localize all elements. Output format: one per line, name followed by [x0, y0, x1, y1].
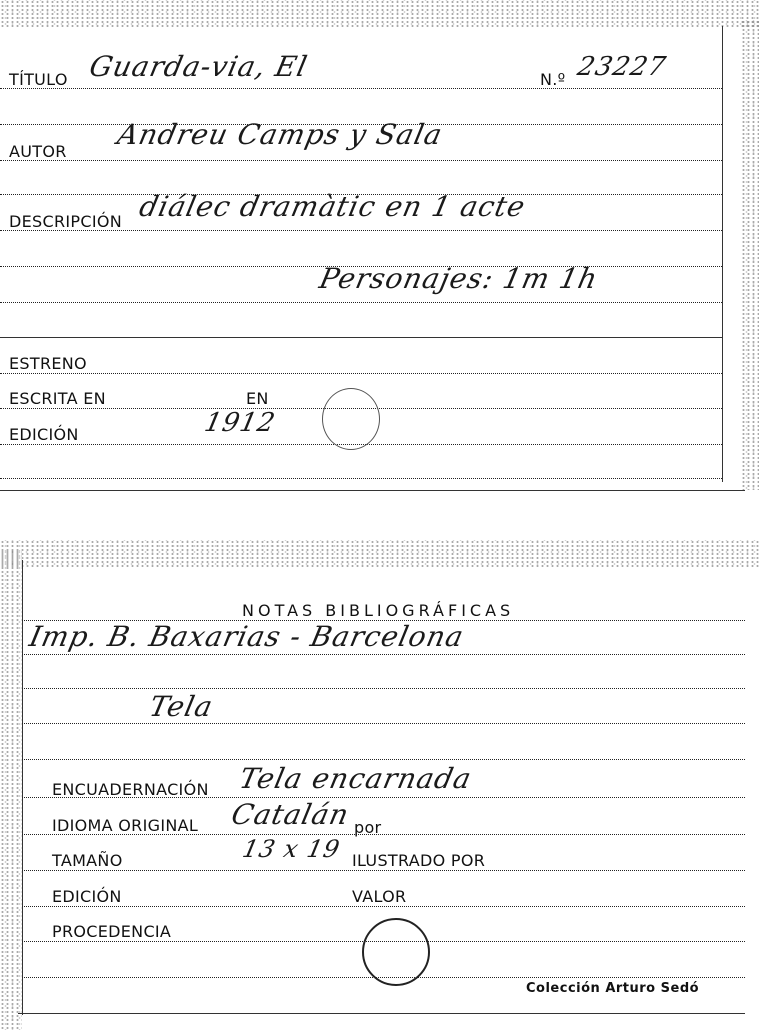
ruled-line — [0, 478, 722, 479]
nota-impresor-handwritten: Imp. B. Baxarias - Barcelona — [26, 620, 468, 653]
ruled-line — [0, 373, 722, 374]
ruled-line — [22, 688, 745, 689]
numero-handwritten: 23227 — [574, 52, 669, 82]
tamano-handwritten: 13 x 19 — [240, 835, 343, 863]
ruled-line — [22, 759, 745, 760]
por-label: por — [354, 818, 382, 837]
card-bottom-border — [0, 490, 745, 491]
ilustrado-label: ILUSTRADO POR — [352, 851, 486, 870]
idioma-handwritten: Catalán — [228, 798, 353, 831]
descripcion-handwritten: diálec dramàtic en 1 acte — [136, 190, 529, 223]
descripcion-label: DESCRIPCIÓN — [9, 212, 122, 231]
ruled-line — [0, 88, 722, 89]
ruled-line — [0, 160, 722, 161]
catalog-card-front — [0, 0, 745, 492]
edicion-label: EDICIÓN — [9, 425, 79, 444]
edicion-handwritten: 1912 — [201, 408, 279, 438]
titulo-label: TÍTULO — [9, 70, 68, 89]
card-edge-texture — [0, 550, 22, 1030]
titulo-handwritten: Guarda-via, El — [86, 50, 311, 83]
notas-heading: NOTAS BIBLIOGRÁFICAS — [242, 601, 515, 620]
catalog-card-back — [0, 540, 745, 1020]
card-bottom-border — [18, 1013, 745, 1014]
personajes-handwritten: Personajes: 1m 1h — [316, 262, 602, 295]
card-edge-texture — [0, 540, 759, 568]
edicion-label: EDICIÓN — [52, 887, 122, 906]
en-label: EN — [246, 389, 269, 408]
estreno-label: ESTRENO — [9, 354, 87, 373]
encuadernacion-label: ENCUADERNACIÓN — [52, 780, 209, 799]
procedencia-label: PROCEDENCIA — [52, 922, 172, 941]
card-right-border — [722, 26, 723, 482]
ruled-line — [22, 906, 745, 907]
card-edge-texture — [0, 0, 759, 28]
ruled-line — [22, 870, 745, 871]
nota-tela-handwritten: Tela — [146, 690, 217, 723]
card-edge-texture — [741, 20, 759, 490]
valor-label: VALOR — [352, 887, 407, 906]
punch-hole — [322, 388, 380, 450]
autor-handwritten: Andreu Camps y Sala — [114, 118, 446, 151]
ruled-line — [22, 723, 745, 724]
numero-label: N.º — [540, 70, 566, 89]
ruled-line — [22, 654, 745, 655]
ruled-line — [0, 302, 722, 303]
autor-label: AUTOR — [9, 142, 67, 161]
coleccion-label: Colección Arturo Sedó — [526, 981, 700, 996]
round-stamp — [362, 918, 430, 986]
encuadernacion-handwritten: Tela encarnada — [236, 762, 475, 795]
tamano-label: TAMAÑO — [52, 851, 123, 870]
card-left-border — [22, 560, 23, 1015]
escrita-en-label: ESCRITA EN — [9, 389, 106, 408]
idioma-label: IDIOMA ORIGINAL — [52, 816, 199, 835]
ruled-line — [0, 337, 722, 338]
